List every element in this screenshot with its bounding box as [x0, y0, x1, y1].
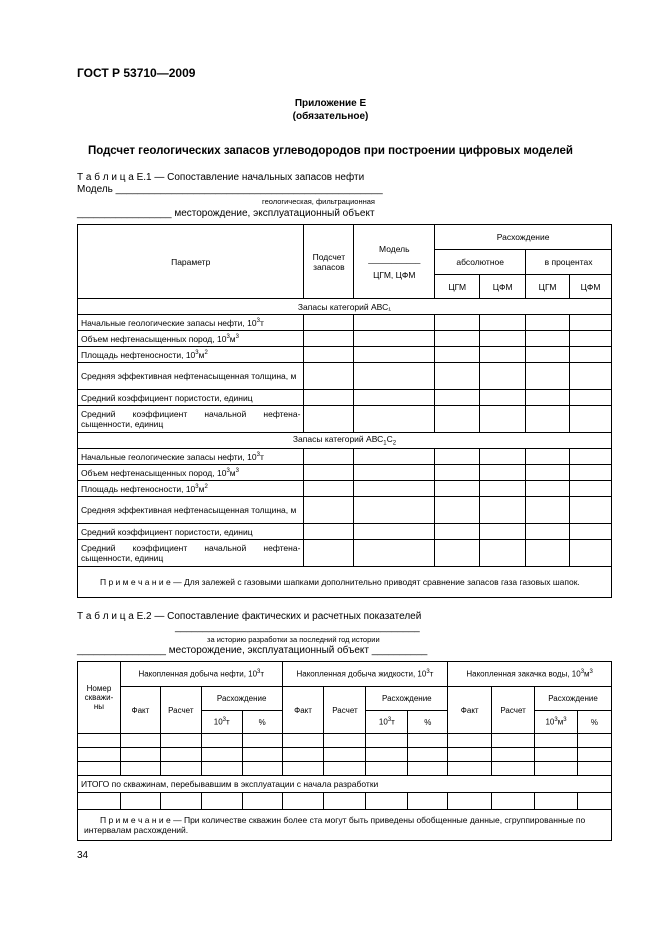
table2-line: ____________________________________________ — [175, 622, 420, 633]
appendix-status: (обязательное) — [292, 111, 369, 122]
table-row: Средний коэффициент пористости, единиц — [78, 524, 612, 540]
th-pct: в процентах — [526, 250, 612, 275]
page-number: 34 — [77, 850, 89, 861]
total-row: ИТОГО по скважинам, перебывавшим в эксплуатации с начала разработки — [78, 776, 612, 793]
table2-note: П р и м е ч а н и е — При количестве скважин более ста могут быть приведены обобщенные данные, сгруппированные по интервалам расхождений. — [78, 810, 612, 841]
table2-hint: за историю разработки за последний год истории — [207, 635, 380, 644]
table-row: Объем нефтенасыщенных пород, $10^3м^3$ — [78, 331, 612, 347]
table2-field-line: ________________ месторождение, эксплуатационный объект __________ — [77, 645, 428, 656]
th-well: Номер скважи-ны — [78, 662, 121, 734]
th-model: Модель ___________ ЦГМ, ЦФМ — [354, 225, 435, 299]
table-row: Средний коэффициент начальной нефтена-сыщенности, единиц — [78, 540, 612, 567]
table-row: Средняя эффективная нефтенасыщенная толщина, м — [78, 497, 612, 524]
table-row — [78, 748, 612, 762]
page-title: Подсчет геологических запасов углеводородов при построении цифровых моделей — [88, 145, 573, 157]
table-e1 — [77, 224, 612, 598]
table-row: Начальные геологические запасы нефти, $10^3т$ — [78, 315, 612, 331]
table-row: Средний коэффициент начальной нефтена-сыщенности, единиц — [78, 406, 612, 433]
table-row: Площадь нефтеносности, $10^3м^2$ — [78, 347, 612, 363]
table1-field-line: _________________ месторождение, эксплуатационный объект — [77, 208, 375, 219]
th-diff: Расхождение — [435, 225, 612, 250]
table-row — [78, 734, 612, 748]
th-water: Накопленная закачка воды, $10^3м^3$ — [448, 662, 612, 687]
table1-note: П р и м е ч а н и е — Для залежей с газовыми шапками дополнительно приводят сравнение запасов газа газовых шапок. — [78, 567, 612, 598]
th-cfm: ЦФМ — [570, 275, 612, 299]
th-liquid: Накопленная добыча жидкости, $10^3т$ — [282, 662, 448, 687]
table2-caption: Т а б л и ц а Е.2 — Сопоставление фактических и расчетных показателей — [77, 611, 422, 622]
th-calc: Подсчет запасов — [304, 225, 354, 299]
table-row: Начальные геологические запасы нефти, $10^3т$ — [78, 449, 612, 465]
table-row — [78, 793, 612, 810]
th-cgm: ЦГМ — [435, 275, 480, 299]
table1-caption: Т а б л и ц а Е.1 — Сопоставление начальных запасов нефти — [77, 172, 365, 183]
section-abc1: Запасы категорий АВС₁ — [78, 299, 612, 315]
section-abc1c2: Запасы категорий $АВС_1С_2$ — [78, 433, 612, 449]
table-row: Средняя эффективная нефтенасыщенная толщина, м — [78, 363, 612, 390]
table-row: Средний коэффициент пористости, единиц — [78, 390, 612, 406]
table-row: Площадь нефтеносности, $10^3м^2$ — [78, 481, 612, 497]
appendix-label: Приложение Е — [294, 98, 367, 109]
th-oil: Накопленная добыча нефти, $10^3т$ — [120, 662, 282, 687]
table1-model-hint: геологическая, фильтрационная — [262, 197, 375, 206]
table-e2: Номер скважи-ны Накопленная добыча нефти, $10^3т$ Накопленная добыча жидкости, $10^3т$ Накопленная закачка воды, $10^3м^3$ Факт Расчет Расхождение Факт Расчет Расхождение Факт Расчет Расхождение $10^3т$ % $10^3т$ % $10^3м^3$ % ИТОГО по скважинам, перебывавшим в эксплуатации с начала разработки П р и м е ч а н и е — При количестве скважин более ста могут быть приведены обобщенные данные, сгруппированные по интервалам расхождений. — [77, 661, 612, 841]
th-parameter: Параметр — [78, 225, 304, 299]
th-abs: абсолютное — [435, 250, 526, 275]
table-row: Объем нефтенасыщенных пород, $10^3м^3$ — [78, 465, 612, 481]
table-row — [78, 762, 612, 776]
th-cgm: ЦГМ — [526, 275, 570, 299]
doc-code: ГОСТ Р 53710—2009 — [77, 66, 196, 80]
table1-model-line: Модель ________________________________________________ — [77, 184, 383, 195]
th-cfm: ЦФМ — [480, 275, 526, 299]
